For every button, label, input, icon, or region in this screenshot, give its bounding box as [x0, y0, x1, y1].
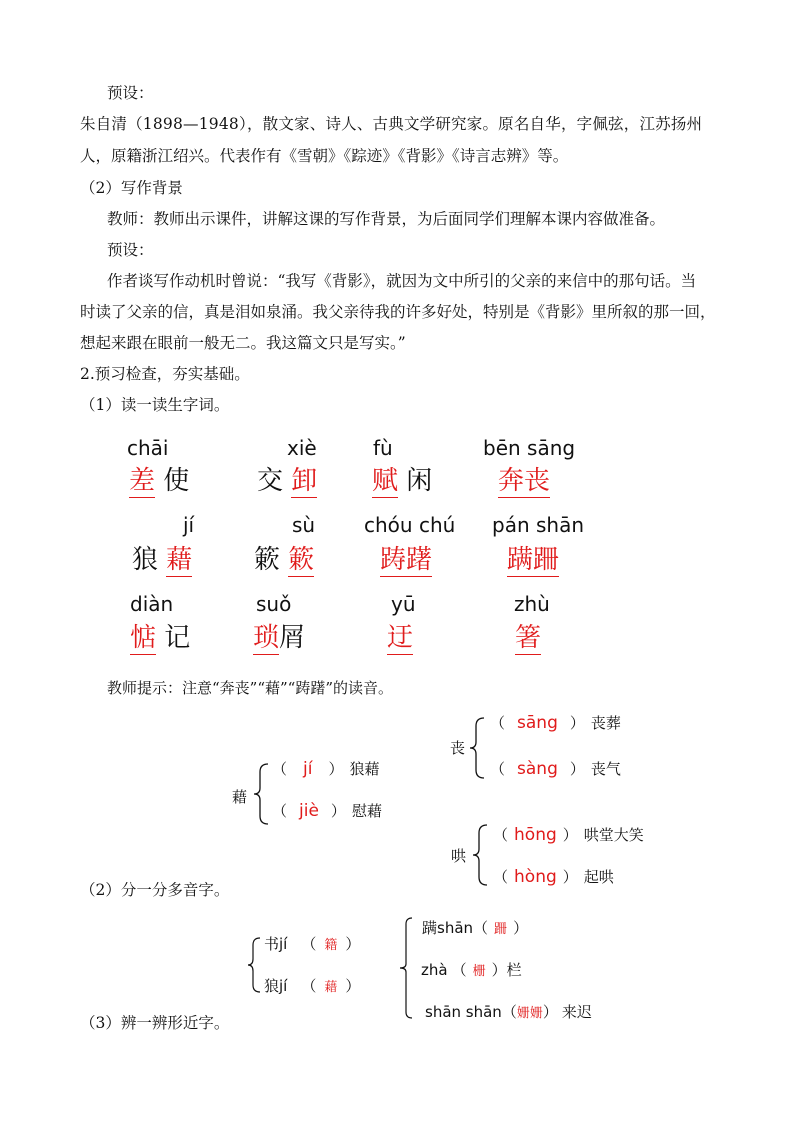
vocab-word: 簌 簌	[254, 545, 315, 575]
polyphone-row: （ jiè ） 慰藉	[272, 801, 382, 821]
vocab-pinyin: xiè	[287, 436, 317, 460]
teacher-tip: 教师提示：注意“奔丧”“藉”“踌躇”的读音。	[107, 679, 394, 697]
polyphone-char: 哄	[451, 847, 467, 865]
quote-line-3: 想起来跟在眼前一般无二。我这篇文只是写实。”	[80, 334, 406, 352]
vocab-pinyin: bēn sāng	[483, 436, 576, 460]
vocab-pinyin: chóu chú	[364, 513, 456, 537]
polyphone-row: （ hòng ） 起哄	[493, 867, 614, 887]
vocab-word: 踌躇	[380, 545, 433, 575]
vocab-pinyin: zhù	[514, 592, 550, 616]
polyphone-heading: （2）分一分多音字。	[80, 881, 230, 899]
vocab-word: 琐屑	[253, 623, 306, 653]
similar-right-row: zhà （ 栅 ）栏	[421, 961, 522, 979]
brace-icon	[398, 916, 414, 1020]
vocab-word: 迂	[387, 623, 414, 653]
teacher-line: 教师：教师出示课件，讲解这课的写作背景，为后面同学们理解本课内容做准备。	[107, 210, 666, 228]
background-heading: （2）写作背景	[80, 179, 183, 197]
vocab-pinyin: jí	[183, 513, 195, 537]
vocab-pinyin: sù	[292, 513, 316, 537]
bio-line-1: 朱自清（1898—1948），散文家、诗人、古典文学研究家。原名自华，字佩弦，江苏扬州	[80, 115, 703, 133]
polyphone-char: 藉	[232, 788, 248, 806]
read-heading: （1）读一读生字词。	[80, 396, 230, 414]
polyphone-row: （ hōng ） 哄堂大笑	[493, 825, 644, 845]
vocab-word: 箸	[515, 623, 542, 653]
similar-left-row: 书jí （ 籍 ）	[264, 935, 361, 953]
bio-line-2: 人，原籍浙江绍兴。代表作有《雪朝》《踪迹》《背影》《诗言志辨》等。	[80, 147, 569, 165]
vocab-pinyin: chāi	[127, 436, 169, 460]
vocab-word: 蹒跚	[507, 545, 560, 575]
quote-line-1: 作者谈写作动机时曾说：“我写《背影》，就因为文中所引的父亲的来信中的那句话。当	[107, 272, 697, 290]
polyphone-row: （ sāng ） 丧葬	[490, 713, 621, 733]
vocab-word: 惦 记	[130, 623, 191, 653]
brace-icon	[252, 762, 272, 826]
similar-heading: （3）辨一辨形近字。	[80, 1014, 230, 1032]
vocab-word: 交 卸	[257, 466, 318, 496]
vocab-word: 赋 闲	[372, 466, 433, 496]
quote-line-2: 时读了父亲的信，真是泪如泉涌。我父亲待我的许多好处，特别是《背影》里所叙的那一回，	[80, 303, 716, 321]
vocab-pinyin: fù	[373, 436, 393, 460]
vocab-pinyin: pán shān	[492, 513, 585, 537]
brace-icon	[246, 936, 264, 994]
preset-label-1: 预设：	[107, 84, 154, 102]
vocab-word: 奔丧	[498, 466, 551, 496]
vocab-pinyin: diàn	[130, 592, 174, 616]
polyphone-char: 丧	[450, 739, 466, 757]
polyphone-row: （ jí ） 狼藉	[272, 759, 380, 779]
vocab-word: 狼 藉	[132, 545, 193, 575]
preset-label-2: 预设：	[107, 241, 154, 259]
vocab-word: 差 使	[129, 466, 190, 496]
polyphone-row: （ sàng ） 丧气	[490, 759, 621, 779]
brace-icon	[468, 716, 488, 780]
similar-left-row: 狼jí （ 藉 ）	[264, 977, 361, 995]
section-2-heading: 2.预习检查，夯实基础。	[80, 365, 250, 383]
vocab-pinyin: yū	[391, 592, 416, 616]
similar-right-row: 蹒shān（ 跚 ）	[422, 919, 529, 937]
vocab-pinyin: suǒ	[256, 592, 292, 616]
similar-right-row: shān shān（姗姗） 来迟	[425, 1003, 592, 1021]
brace-icon	[471, 823, 491, 887]
